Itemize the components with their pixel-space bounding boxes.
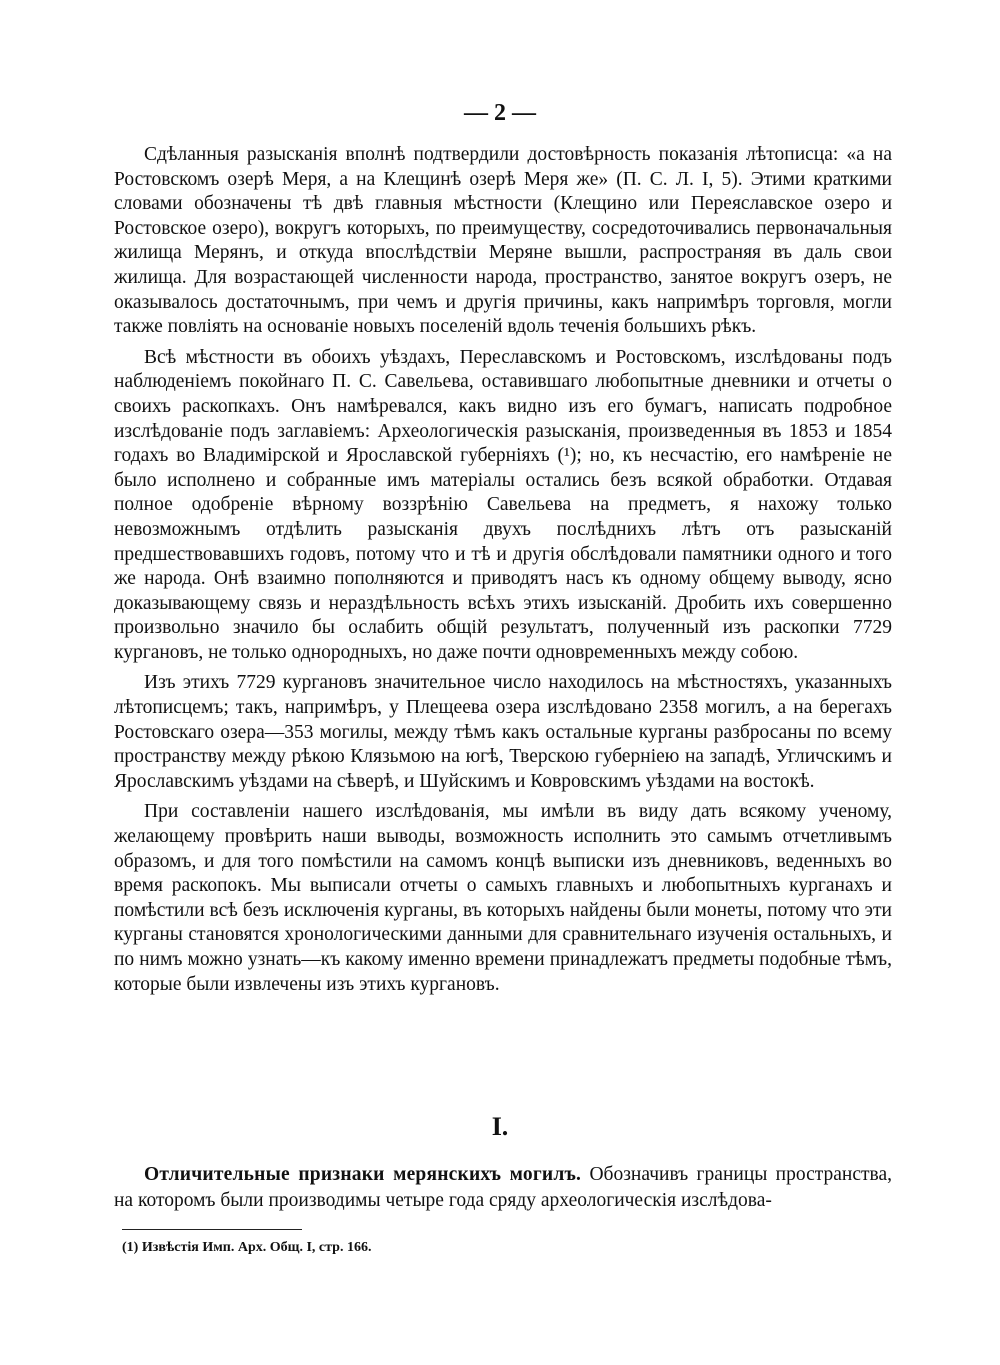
section-paragraph xyxy=(114,1162,892,1214)
paragraph-4: При составленіи нашего изслѣдованія, мы имѣли въ виду дать всякому ученому, желающему провѣрить наши выводы, возможность исполнить это самымъ отчетливымъ образомъ, и для того помѣстили на самомъ концѣ выписки изъ дневниковъ, веденныхъ во время раскопокъ. Мы выписали отчеты о самыхъ главныхъ и любопытныхъ курганахъ и помѣстили всѣ безъ исключенія курганы, въ которыхъ найдены были монеты, потому что эти курганы становятся хронологическими данными для сравнительнаго изученія остальныхъ, и по нимъ можно узнать—къ какому именно времени принадлежатъ предметы подобные тѣмъ, которые были извлечены изъ этихъ кургановъ. xyxy=(114,801,892,995)
paragraph-2: Всѣ мѣстности въ обоихъ уѣздахъ, Переславскомъ и Ростовскомъ, изслѣдованы подъ наблюденіемъ покойнаго П. С. Савельева, оставившаго любопытные дневники и отчеты о своихъ раскопкахъ. Онъ намѣревался, какъ видно изъ его бумагъ, написать подробное изслѣдованіе подъ заглавіемъ: Археологическія разысканія, произведенныя въ 1853 и 1854 годахъ во Владимірской и Ярославской губерніяхъ (¹); но, къ несчастію, его намѣреніе не было исполнено и собранные имъ матеріалы остались безъ всякой обработки. Отдавая полное одобреніе вѣрному воззрѣнію Савельева на предметъ, я нахожу только невозможнымъ отдѣлить разысканія двухъ послѣднихъ лѣтъ отъ разысканій предшествовавшихъ годовъ, потому что и тѣ и другія обслѣдовали памятники одного и того же народа. Онѣ взаимно пополняются и приводятъ насъ къ одному общему выводу, ясно доказывающему связь и нераздѣльность всѣхъ этихъ изысканій. Дробить ихъ совершенно произвольно значило бы ослабить общій результатъ, полученный изъ раскопки 7729 кургановъ, не только однородныхъ, но даже почти одновременныхъ между собою. xyxy=(114,346,892,663)
page-number: — 2 — xyxy=(464,100,536,126)
footnote-divider xyxy=(122,1229,302,1230)
footnote: (1) Извѣстія Имп. Арх. Общ. I, стр. 166. xyxy=(122,1240,372,1255)
section-lead-text: Обозначивъ границы пространства, на которомъ были производимы четыре года сряду археологическія изслѣдова- xyxy=(114,1164,893,1211)
section-lead-title: Отличительные признаки мерянскихъ могилъ. xyxy=(144,1164,582,1185)
paragraph-3: Изъ этихъ 7729 кургановъ значительное число находилось на мѣстностяхъ, указанныхъ лѣтописцемъ; такъ, напримѣръ, у Плещеева озера изслѣдовано 2358 могилъ, а на берегахъ Ростовскаго озера—353 могилы, между тѣмъ какъ остальные курганы разбросаны по всему пространству между рѣкою Клязьмою на югѣ, Тверскою губерніею на западѣ, Угличскимъ и Ярославскимъ уѣздами на сѣверѣ, и Шуйскимъ и Ковровскимъ уѣздами на востокѣ. xyxy=(114,672,892,792)
paragraph-1: Сдѣланныя разысканія вполнѣ подтвердили достовѣрность показанія лѣтописца: «а на Ростовскомъ озерѣ Меря, а на Клещинѣ озерѣ Меря же» (П. С. Л. I, 5). Этими краткими словами обозначены тѣ двѣ главныя мѣстности (Клещино или Переяславское озеро и Ростовское озеро), вокругъ которыхъ, по преимуществу, сосредоточивались первоначальныя жилища Мерянъ, и откуда впослѣдствіи Меряне вышли, распространяя въ даль свои жилища. Для возрастающей численности народа, пространство, занятое вокругъ озеръ, не оказывалось достаточнымъ, при чемъ и другія причины, какъ напримѣръ торговля, могли также повліять на основаніе новыхъ поселеній вдоль теченія большихъ рѣкъ. xyxy=(114,144,892,338)
body-text xyxy=(114,143,892,1003)
section-numeral: I. xyxy=(491,1112,509,1141)
